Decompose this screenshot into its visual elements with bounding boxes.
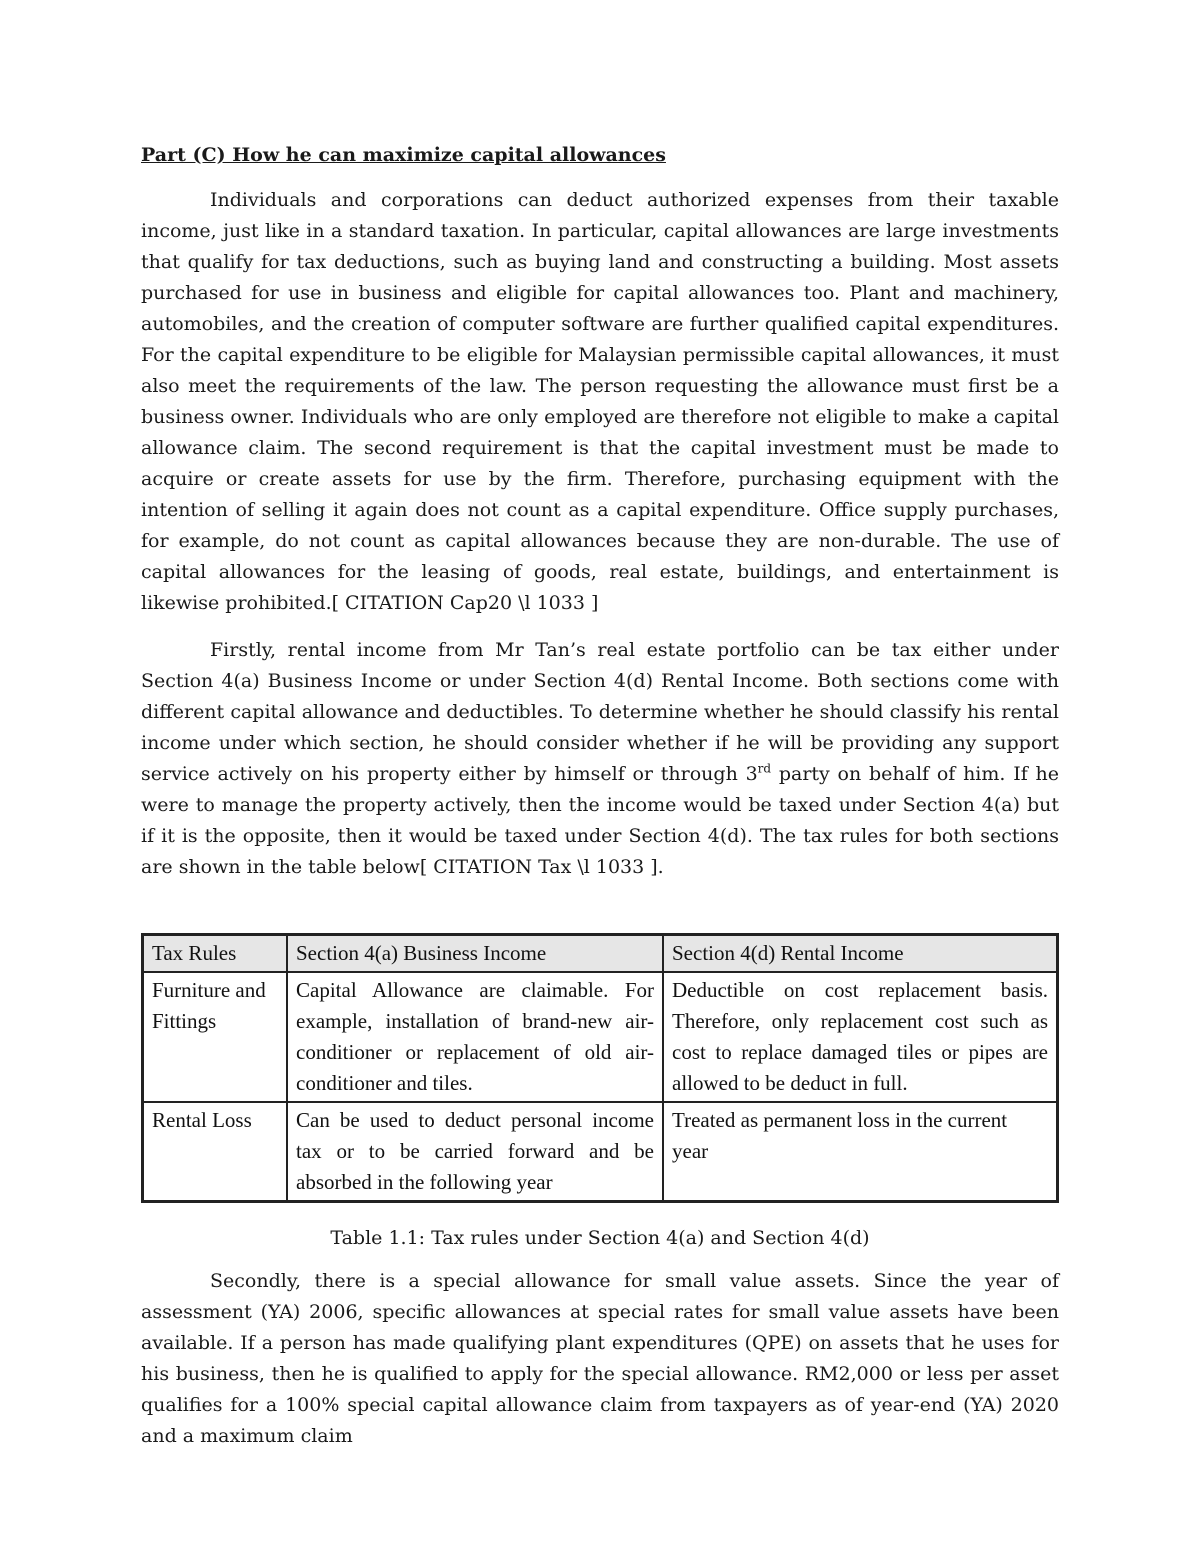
tax-rules-table (141, 933, 1059, 1203)
paragraph-rental-income (141, 635, 1059, 883)
paragraph-rental-income-text-2: party on behalf of him. If he were to manage the property actively, then the income would be taxed under Section 4(a) but if it is the opposite, then it would be taxed under Section 4(d). The tax rules for both sections are shown in the table below[ CITATION Tax \l 1033 ]. (141, 763, 1059, 878)
document-page (141, 140, 1059, 1452)
table-header-tax-rules: Tax Rules (143, 935, 288, 973)
table-caption: Table 1.1: Tax rules under Section 4(a) and Section 4(d) (330, 1227, 870, 1249)
table-cell-rule: Furniture and Fittings (143, 972, 288, 1102)
ordinal-superscript: rd (757, 761, 772, 776)
spacer (141, 883, 1059, 933)
table-header-section-4a: Section 4(a) Business Income (287, 935, 663, 973)
table-cell-rental: Treated as permanent loss in the current year (663, 1102, 1058, 1202)
section-heading: Part (C) How he can maximize capital allowances (141, 144, 666, 166)
table-row (143, 972, 1058, 1102)
table-cell-rule: Rental Loss (143, 1102, 288, 1202)
paragraph-capital-allowances-intro: Individuals and corporations can deduct authorized expenses from their taxable income, just like in a standard taxation. In particular, capital allowances are large investments that qualify for tax deductions, such as buying land and constructing a building. Most assets purchased for use in business and eligible for capital allowances too. Plant and machinery, automobiles, and the creation of computer software are further qualified capital expenditures. For the capital expenditure to be eligible for Malaysian permissible capital allowances, it must also meet the requirements of the law. The person requesting the allowance must first be a business owner. Individuals who are only employed are therefore not eligible to make a capital allowance claim. The second requirement is that the capital investment must be made to acquire or create assets for use by the firm. Therefore, purchasing equipment with the intention of selling it again does not count as a capital expenditure. Office supply purchases, for example, do not count as capital allowances because they are non-durable. The use of capital allowances for the leasing of goods, real estate, buildings, and entertainment is likewise prohibited.[ CITATION Cap20 \l 1033 ] (141, 189, 1059, 614)
spacer (141, 1254, 1059, 1266)
table-cell-business: Can be used to deduct personal income tax or to be carried forward and be absorbed in the following year (287, 1102, 663, 1202)
spacer (141, 619, 1059, 635)
table-header-section-4d: Section 4(d) Rental Income (663, 935, 1058, 973)
table-cell-business: Capital Allowance are claimable. For example, installation of brand-new air-conditioner or replacement of old air-conditioner and tiles. (287, 972, 663, 1102)
paragraph-rental-income-text-1: Firstly, rental income from Mr Tan’s real estate portfolio can be tax either under Section 4(a) Business Income or under Section 4(d) Rental Income. Both sections come with different capital allowance and deductibles. To determine whether he should classify his rental income under which section, he should consider whether if he will be providing any support service actively on his property either by himself or through 3 (141, 639, 1059, 785)
paragraph-small-value-assets: Secondly, there is a special allowance for small value assets. Since the year of assessment (YA) 2006, specific allowances at special rates for small value assets have been available. If a person has made qualifying plant expenditures (QPE) on assets that he uses for his business, then he is qualified to apply for the special allowance. RM2,000 or less per asset qualifies for a 100% special capital allowance claim from taxpayers as of year-end (YA) 2020 and a maximum claim (141, 1270, 1059, 1447)
table-cell-rental: Deductible on cost replacement basis. Therefore, only replacement cost such as cost to replace damaged tiles or pipes are allowed to be deduct in full. (663, 972, 1058, 1102)
table-row (143, 1102, 1058, 1202)
table-header-row (143, 935, 1058, 973)
